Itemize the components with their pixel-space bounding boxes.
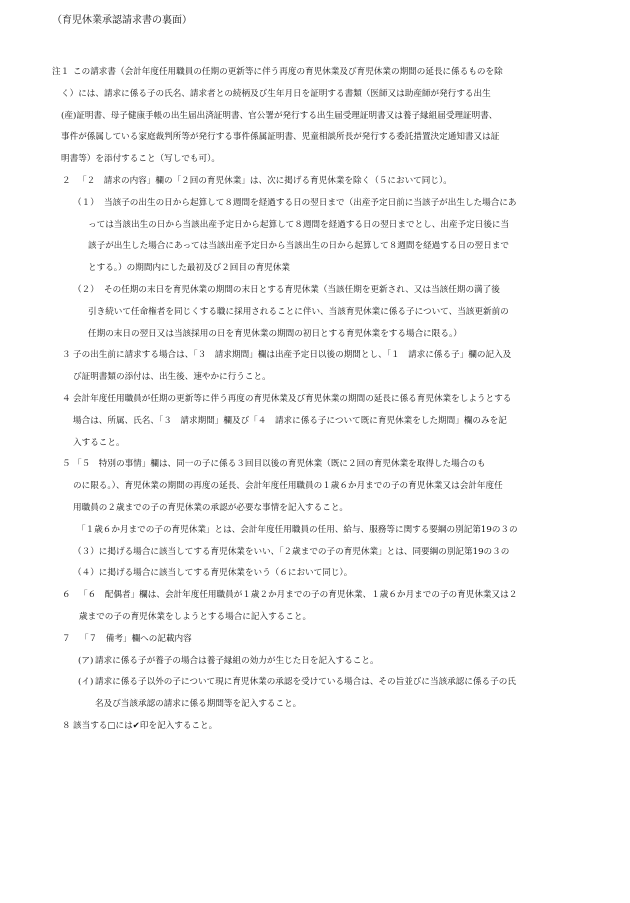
note-mark: (ア) [78, 655, 94, 666]
note-line: 入すること。 [73, 437, 125, 448]
note-mark: ３ [62, 350, 71, 361]
note-3 [0, 345, 630, 389]
note-line: 該当する□には✔印を記入すること。 [73, 720, 218, 731]
note-line: のに限る。）、育児休業の期間の再度の延長、会計年度任用職員の１歳６か月までの子の育児休業又は会計年度任 [73, 481, 503, 492]
note-line: 任期の末日の翌日又は当該採用の日を育児休業の期間の初日とする育児休業をする場合に限る。） [88, 328, 462, 339]
note-mark: ４ [62, 393, 71, 404]
note-line: 用職員の２歳までの子の育児休業の承認が必要な事情を記入すること。 [73, 502, 349, 513]
note-5 [0, 454, 630, 585]
note-mark: ５ [62, 459, 71, 470]
note-line: 「２ 請求の内容」欄の「２回の育児休業」は、次に掲げる育児休業を除く（５において同じ）。 [78, 176, 452, 186]
note-line: っては当該出生の日から当該出産予定日から起算して８週間を経過する日の翌日までとし、出産予定日後に当 [88, 219, 510, 230]
note-mark: ７ [62, 633, 71, 644]
note-line: 歳までの子の育児休業をしようとする場合に記入すること。 [79, 611, 312, 622]
note-line: 「５ 特別の事情」欄は、同一の子に係る３回目以後の育児休業（既に２回の育児休業を取得した場合のも [73, 459, 486, 470]
note-line: 場合は、所属、氏名、「３ 請求期間」欄及び「４ 請求に係る子について既に育児休業をした期間」欄のみを記 [73, 415, 507, 426]
note-line: 名及び当該承認の請求に係る期間等を記入すること。 [95, 699, 302, 710]
notes-list [0, 62, 630, 738]
note-8 [0, 716, 630, 738]
note-line: 「７ 備考」欄への記載内容 [80, 633, 192, 644]
note-2-item-2 [0, 280, 630, 345]
note-line: 「６ 配偶者」欄は、会計年度任用職員が１歳２か月までの子の育児休業、１歳６か月までの子の育児休業又は２ [79, 590, 518, 601]
note-7 [0, 629, 630, 651]
note-mark: ６ [62, 590, 71, 601]
note-line: 「１歳６か月までの子の育児休業」とは、会計年度任用職員の任用、給与、服務等に関する要綱の別記第19の３の [77, 524, 518, 535]
note-4 [0, 389, 630, 454]
note-mark: ８ [62, 720, 71, 731]
note-line: 会計年度任用職員が任期の更新等に伴う再度の育児休業及び育児休業の期間の延長に係る育児休業をしようとする [73, 393, 512, 404]
note-line: 請求に係る子以外の子について現に育児休業の承認を受けている場合は、その旨並びに当該承認に係る子の氏 [95, 677, 516, 688]
note-line: 該子が出生した場合にあっては当該出産予定日から当該出生の日から起算して８週間を経過する日の翌日まで [88, 241, 510, 252]
note-line: とする。）の期間内にした最初及び２回目の育児休業 [88, 263, 290, 274]
note-line: 請求に係る子が養子の場合は養子縁組の効力が生じた日を記入すること。 [95, 655, 379, 666]
note-line: く）には、請求に係る子の氏名、請求者との続柄及び生年月日を証明する書類（医師又は助産師が発行する出生 [61, 88, 491, 99]
note-line: 引き続いて任命権者を同じくする職に採用されることに伴い、当該育児休業に係る子について、当該更新前の [88, 306, 509, 317]
note-mark: （１） [73, 197, 99, 208]
note-line: この請求書（会計年度任用職員の任期の更新等に伴う再度の育児休業及び育児休業の期間の延長に係るものを除 [73, 67, 503, 77]
note-mark: ２ [62, 176, 71, 186]
note-7-item-a [0, 651, 630, 673]
note-line: その任期の末日を育児休業の期間の末日とする育児休業（当該任期を更新され、又は当該任期の満了後 [104, 284, 500, 295]
note-line: 明書等）を添付すること（写しでも可）。 [61, 154, 220, 165]
note-2 [0, 171, 630, 193]
note-mark: （２） [73, 284, 99, 295]
note-1 [0, 62, 630, 171]
note-line: 事件が係属している家庭裁判所等が発行する事件係属証明書、児童相談所長が発行する委託措置決定通知書又は証 [61, 132, 500, 143]
page-heading: （育児休業承認請求書の裏面） [52, 15, 192, 26]
note-line: （４）に掲げる場合に該当してする育児休業をいう（６において同じ）。 [73, 568, 353, 579]
note-line: 当該子の出生の日から起算して８週間を経過する日の翌日まで（出産予定日前に当該子が出生した場合にあ [104, 197, 517, 208]
note-line: び証明書類の添付は、出生後、速やかに行うこと。 [73, 372, 271, 383]
note-line: 子の出生前に請求する場合は、「３ 請求期間」欄は出産予定日以後の期間とし、「１ 請求に係る子」欄の記入及 [73, 350, 512, 361]
note-line: （３）に掲げる場合に該当してする育児休業をいい、「２歳までの子の育児休業」とは、同要綱の別記第19の３の [73, 546, 510, 557]
note-mark: 注１ [52, 67, 70, 77]
note-2-item-1 [0, 193, 630, 280]
note-mark: (イ) [78, 677, 94, 688]
note-line: (産)証明書、母子健康手帳の出生届出済証明書、官公署が発行する出生届受理証明書又は養子縁組届受理証明書、 [61, 110, 498, 121]
note-7-item-i [0, 672, 630, 716]
note-6 [0, 585, 630, 629]
